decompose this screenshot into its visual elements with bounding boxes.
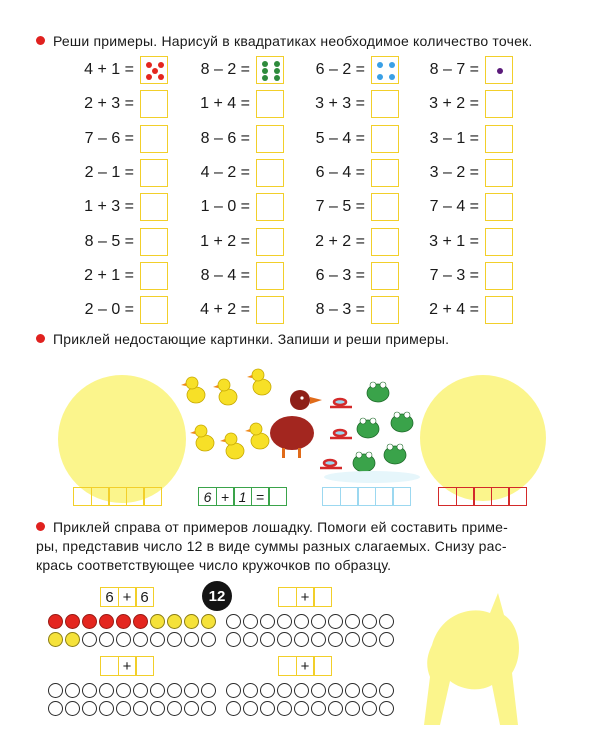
exercise-text: 2 + 1 =	[84, 266, 134, 284]
bead-circle[interactable]	[311, 632, 326, 647]
answer-box[interactable]	[485, 159, 513, 187]
answer-slot[interactable]	[508, 487, 527, 506]
bead-circle[interactable]	[82, 614, 97, 629]
answer-box[interactable]	[140, 56, 168, 84]
exercise	[82, 56, 168, 84]
dot	[389, 62, 395, 68]
bead-circle[interactable]	[99, 632, 114, 647]
bead-circle[interactable]	[99, 614, 114, 629]
bead-circle[interactable]	[184, 683, 199, 698]
dot	[146, 62, 152, 68]
bead-circle[interactable]	[201, 632, 216, 647]
bead-circle[interactable]	[65, 614, 80, 629]
plus-cell: +	[296, 587, 315, 607]
exercise-grid	[0, 0, 600, 330]
exercise	[82, 159, 168, 187]
bead-circle[interactable]	[345, 683, 360, 698]
bead-circle[interactable]	[65, 683, 80, 698]
exercise	[313, 228, 399, 256]
answer-box[interactable]	[140, 159, 168, 187]
exercise-text: 2 + 3 =	[84, 95, 134, 113]
exercise	[82, 125, 168, 153]
bead-circle[interactable]	[65, 632, 80, 647]
exercise-text: 8 – 7 =	[429, 61, 479, 78]
sample-addend: 6	[100, 587, 119, 607]
exercise	[313, 262, 399, 290]
exercise-text: 8 – 4 =	[200, 266, 250, 284]
bead-circle[interactable]	[226, 701, 241, 716]
answer-slot[interactable]	[375, 487, 394, 506]
exercise-text: 6 – 3 =	[315, 266, 365, 284]
bead-circle[interactable]	[48, 614, 63, 629]
exercise-text: 3 + 1 =	[429, 232, 479, 250]
bead-circle[interactable]	[82, 683, 97, 698]
answer-box[interactable]	[256, 159, 284, 187]
bead-circle[interactable]	[311, 614, 326, 629]
answer-box[interactable]	[256, 90, 284, 118]
dot	[389, 74, 395, 80]
exercise-text: 1 + 2 =	[200, 232, 250, 250]
bead-circle[interactable]	[362, 683, 377, 698]
exercise	[82, 90, 168, 118]
bead-circle[interactable]	[82, 632, 97, 647]
bead-circle[interactable]	[116, 683, 131, 698]
dot	[158, 62, 164, 68]
answer-box[interactable]	[485, 262, 513, 290]
bead-circle[interactable]	[362, 701, 377, 716]
exercise	[198, 193, 284, 221]
answer-slot[interactable]	[322, 487, 341, 506]
bead-circle[interactable]	[311, 701, 326, 716]
frog-icon	[353, 384, 413, 472]
exercise	[427, 90, 513, 118]
answer-box[interactable]	[256, 193, 284, 221]
bead-circle[interactable]	[226, 683, 241, 698]
bead-circle[interactable]	[243, 614, 258, 629]
exercise-text: 7 – 5 =	[315, 198, 365, 216]
bead-row	[226, 683, 396, 698]
number-badge: 12	[202, 581, 232, 611]
answer-box[interactable]	[485, 90, 513, 118]
answer-box[interactable]	[371, 296, 399, 324]
plus-cell: +	[118, 656, 137, 676]
exercise	[313, 125, 399, 153]
exercise	[427, 125, 513, 153]
exercise	[82, 262, 168, 290]
dot	[262, 68, 268, 74]
exercise-text: 4 + 2 =	[200, 301, 250, 319]
answer-slot[interactable]	[473, 487, 492, 506]
dot	[158, 74, 164, 80]
bead-circle[interactable]	[345, 614, 360, 629]
answer-slot[interactable]	[73, 487, 92, 506]
bullet-icon	[36, 334, 45, 343]
answer-box[interactable]	[256, 262, 284, 290]
dot	[497, 68, 503, 74]
answer-slot[interactable]: =	[251, 487, 270, 506]
answer-slots-ducks[interactable]	[198, 487, 286, 506]
answer-slots-left[interactable]	[73, 487, 161, 506]
bead-circle[interactable]	[379, 614, 394, 629]
bead-circle[interactable]	[243, 683, 258, 698]
picture-scene	[0, 355, 600, 515]
bead-circle[interactable]	[133, 701, 148, 716]
exercise	[313, 296, 399, 324]
answer-box[interactable]	[485, 228, 513, 256]
bead-row	[48, 632, 218, 647]
bead-circle[interactable]	[260, 683, 275, 698]
answer-box[interactable]	[371, 56, 399, 84]
exercise	[427, 193, 513, 221]
bead-circle[interactable]	[116, 614, 131, 629]
bead-circle[interactable]	[277, 701, 292, 716]
bead-circle[interactable]	[48, 701, 63, 716]
exercise-text: 2 + 4 =	[429, 301, 479, 319]
bead-circle[interactable]	[201, 701, 216, 716]
exercise-text: 8 – 5 =	[84, 232, 134, 250]
bead-circle[interactable]	[99, 701, 114, 716]
answer-slot[interactable]	[392, 487, 411, 506]
exercise-text: 3 + 3 =	[315, 95, 365, 113]
dot	[274, 75, 280, 81]
bead-circle[interactable]	[133, 614, 148, 629]
sum-box-3[interactable]	[100, 656, 153, 676]
bead-circle[interactable]	[48, 632, 63, 647]
exercise-text: 2 – 0 =	[84, 301, 134, 319]
answer-box[interactable]	[371, 228, 399, 256]
plus-cell: +	[296, 656, 315, 676]
exercise	[198, 125, 284, 153]
answer-box[interactable]	[256, 125, 284, 153]
exercise	[198, 296, 284, 324]
answer-box[interactable]	[256, 296, 284, 324]
exercise-text: 6 – 4 =	[315, 163, 365, 181]
bead-circle[interactable]	[150, 701, 165, 716]
exercise-text: 7 – 3 =	[429, 266, 479, 284]
answer-box[interactable]	[256, 56, 284, 84]
exercise-text: 1 + 4 =	[200, 95, 250, 113]
exercise	[313, 193, 399, 221]
bead-row	[226, 701, 396, 716]
answer-box[interactable]	[371, 159, 399, 187]
bead-circle[interactable]	[345, 701, 360, 716]
bead-circle[interactable]	[277, 614, 292, 629]
bead-circle[interactable]	[311, 683, 326, 698]
exercise-text: 8 – 6 =	[200, 129, 250, 147]
answer-slot[interactable]	[91, 487, 110, 506]
bead-circle[interactable]	[167, 683, 182, 698]
bead-circle[interactable]	[328, 701, 343, 716]
answer-box[interactable]	[140, 193, 168, 221]
addend-cell[interactable]	[100, 656, 119, 676]
bead-circle[interactable]	[167, 701, 182, 716]
bead-row	[48, 683, 218, 698]
addend-cell[interactable]	[313, 656, 332, 676]
exercise	[427, 296, 513, 324]
sample-plus: +	[118, 587, 137, 607]
bead-circle[interactable]	[243, 701, 258, 716]
exercise	[198, 90, 284, 118]
dot	[377, 74, 383, 80]
answer-slot[interactable]: +	[216, 487, 235, 506]
exercise-text: 7 – 4 =	[429, 198, 479, 216]
bead-circle[interactable]	[201, 614, 216, 629]
answer-slot[interactable]: 1	[233, 487, 252, 506]
exercise	[198, 262, 284, 290]
duck-icon	[270, 390, 322, 458]
exercise-text: 2 – 1 =	[84, 163, 134, 181]
exercise-text: 1 + 3 =	[84, 198, 134, 216]
addend-cell[interactable]	[278, 656, 297, 676]
answer-box[interactable]	[371, 193, 399, 221]
answer-slot[interactable]	[340, 487, 359, 506]
answer-box[interactable]	[371, 90, 399, 118]
exercise	[427, 262, 513, 290]
exercise	[198, 228, 284, 256]
exercise-text: 5 – 4 =	[315, 129, 365, 147]
bead-circle[interactable]	[48, 683, 63, 698]
bead-circle[interactable]	[184, 632, 199, 647]
answer-slot[interactable]	[438, 487, 457, 506]
exercise-text: 6 – 2 =	[315, 61, 365, 78]
bead-circle[interactable]	[260, 701, 275, 716]
exercise	[427, 159, 513, 187]
exercise-text: 3 – 1 =	[429, 129, 479, 147]
bead-circle[interactable]	[294, 632, 309, 647]
bead-circle[interactable]	[226, 632, 241, 647]
dot	[377, 62, 383, 68]
bead-circle[interactable]	[243, 632, 258, 647]
bead-circle[interactable]	[150, 632, 165, 647]
dot	[274, 61, 280, 67]
exercise-text: 2 + 2 =	[315, 232, 365, 250]
answer-box[interactable]	[140, 90, 168, 118]
bead-circle[interactable]	[116, 632, 131, 647]
bead-circle[interactable]	[362, 632, 377, 647]
answer-box[interactable]	[485, 125, 513, 153]
bead-circle[interactable]	[277, 632, 292, 647]
dot	[152, 68, 158, 74]
exercise-text: 4 – 2 =	[200, 163, 250, 181]
answer-box[interactable]	[140, 296, 168, 324]
bead-circle[interactable]	[379, 683, 394, 698]
task3-instruction: Приклей справа от примеров лошадку. Помоги ей составить приме- ры, представив число 12 в виде суммы разных слагаемых. Снизу рас- крась соответствующее число кружочков по образцу.	[36, 519, 509, 573]
exercise	[427, 56, 513, 84]
bead-circle[interactable]	[167, 614, 182, 629]
bead-circle[interactable]	[150, 683, 165, 698]
exercise	[313, 90, 399, 118]
exercise	[313, 159, 399, 187]
answer-box[interactable]	[485, 193, 513, 221]
answer-slot[interactable]	[108, 487, 127, 506]
answer-slot[interactable]	[456, 487, 475, 506]
exercise-text: 7 – 6 =	[84, 129, 134, 147]
answer-box[interactable]	[140, 262, 168, 290]
bead-circle[interactable]	[99, 683, 114, 698]
bead-circle[interactable]	[65, 701, 80, 716]
answer-slot[interactable]	[491, 487, 510, 506]
bead-circle[interactable]	[328, 632, 343, 647]
dot	[274, 68, 280, 74]
sum-box-2[interactable]	[278, 587, 331, 607]
bead-circle[interactable]	[328, 683, 343, 698]
bead-circle[interactable]	[184, 701, 199, 716]
bead-circle[interactable]	[184, 614, 199, 629]
bead-row	[48, 701, 218, 716]
bullet-icon	[36, 522, 45, 531]
bead-circle[interactable]	[167, 632, 182, 647]
bead-circle[interactable]	[150, 614, 165, 629]
answer-box[interactable]	[140, 125, 168, 153]
exercise	[313, 56, 399, 84]
bead-circle[interactable]	[294, 614, 309, 629]
bead-circle[interactable]	[116, 701, 131, 716]
sum-box-4[interactable]	[278, 656, 331, 676]
exercise	[82, 296, 168, 324]
task1-instruction: Реши примеры. Нарисуй в квадратиках необходимое количество точек.	[36, 32, 532, 51]
answer-slot[interactable]	[126, 487, 145, 506]
bead-circle[interactable]	[226, 614, 241, 629]
exercise-text: 3 – 2 =	[429, 163, 479, 181]
answer-slots-frogs[interactable]	[322, 487, 410, 506]
addend-cell[interactable]	[313, 587, 332, 607]
bead-row	[226, 632, 396, 647]
exercise-text: 8 – 3 =	[315, 301, 365, 319]
answer-box[interactable]	[256, 228, 284, 256]
answer-box[interactable]	[485, 296, 513, 324]
answer-slot[interactable]	[143, 487, 162, 506]
exercise-text: 1 – 0 =	[200, 198, 250, 216]
dot	[262, 61, 268, 67]
exercise-text: 4 + 1 =	[84, 61, 134, 78]
answer-box[interactable]	[140, 228, 168, 256]
exercise-text: 8 – 2 =	[200, 61, 250, 78]
bead-circle[interactable]	[133, 632, 148, 647]
answer-box[interactable]	[371, 262, 399, 290]
task2-instruction: Приклей недостающие картинки. Запиши и реши примеры.	[36, 330, 449, 349]
exercise	[82, 228, 168, 256]
bead-circle[interactable]	[260, 632, 275, 647]
exercise	[427, 228, 513, 256]
bead-circle[interactable]	[201, 683, 216, 698]
bead-row	[226, 614, 396, 629]
bead-circle[interactable]	[345, 632, 360, 647]
dot	[146, 74, 152, 80]
answer-box[interactable]	[371, 125, 399, 153]
dragonfly-icon	[320, 399, 352, 468]
exercise	[198, 56, 284, 84]
exercise-text: 3 + 2 =	[429, 95, 479, 113]
sample-addend: 6	[135, 587, 154, 607]
bead-circle[interactable]	[294, 683, 309, 698]
bead-circle[interactable]	[328, 614, 343, 629]
addend-cell[interactable]	[135, 656, 154, 676]
bead-circle[interactable]	[277, 683, 292, 698]
answer-slot[interactable]	[268, 487, 287, 506]
horse-sticker-placeholder[interactable]	[420, 585, 540, 735]
exercise	[82, 193, 168, 221]
dot	[262, 75, 268, 81]
bead-circle[interactable]	[294, 701, 309, 716]
bead-circle[interactable]	[379, 701, 394, 716]
addend-cell[interactable]	[278, 587, 297, 607]
sample-sum-box	[100, 587, 153, 607]
bead-circle[interactable]	[133, 683, 148, 698]
answer-slots-right[interactable]	[438, 487, 526, 506]
bead-circle[interactable]	[260, 614, 275, 629]
bead-row	[48, 614, 218, 629]
bead-circle[interactable]	[82, 701, 97, 716]
duckling-icon	[186, 369, 271, 459]
answer-slot[interactable]	[357, 487, 376, 506]
bead-circle[interactable]	[379, 632, 394, 647]
exercise	[198, 159, 284, 187]
bead-circle[interactable]	[362, 614, 377, 629]
answer-box[interactable]	[485, 56, 513, 84]
answer-slot[interactable]: 6	[198, 487, 217, 506]
